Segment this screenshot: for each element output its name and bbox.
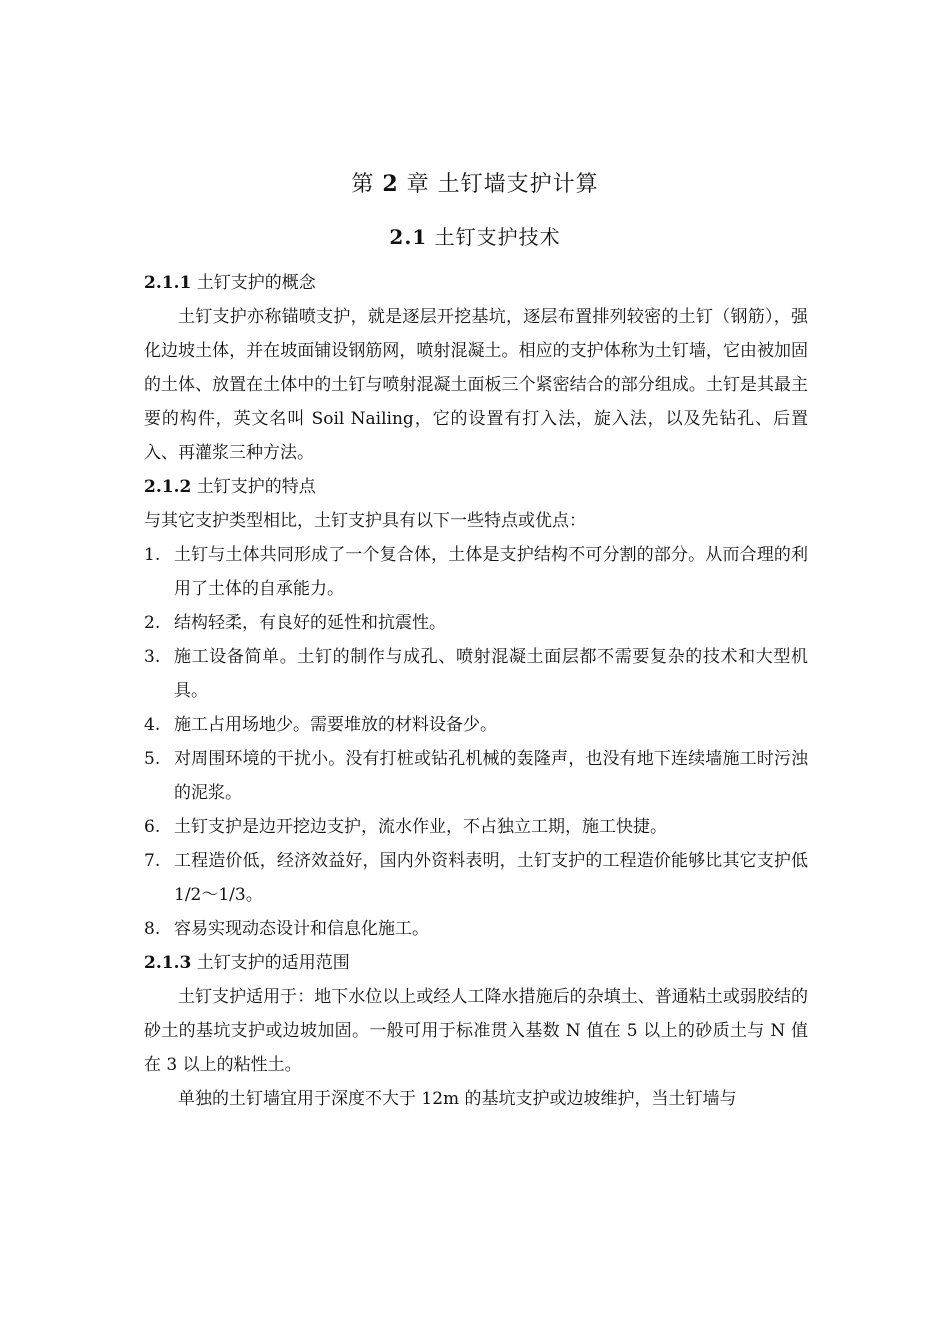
list-item-text: 施工占用场地少。需要堆放的材料设备少。 [174,715,497,735]
subsection-title: 土钉支护的特点 [191,477,316,497]
list-item-text: 对周围环境的干扰小。没有打桩或钻孔机械的轰隆声，也没有地下连续墙施工时污浊的泥浆。 [174,749,808,803]
subsection-title: 土钉支护的适用范围 [191,953,350,973]
list-item-text: 工程造价低，经济效益好，国内外资料表明，土钉支护的工程造价能够比其它支护低 1/2～1/3。 [174,851,808,905]
subsection-number: 2.1.1 [144,273,192,293]
list-item-text: 容易实现动态设计和信息化施工。 [174,919,429,939]
features-list [144,538,808,946]
list-item [144,844,808,912]
subsection-heading-2-1-3 [144,946,808,980]
chapter-suffix: 章 土钉墙支护计算 [398,172,599,197]
concept-paragraph: 土钉支护亦称锚喷支护，就是逐层开挖基坑，逐层布置排列较密的土钉（钢筋），强化边坡土体，并在坡面铺设钢筋网，喷射混凝土。相应的支护体称为土钉墙，它由被加固的土体、放置在土体中的土钉与喷射混凝土面板三个紧密结合的部分组成。土钉是其最主要的构件，英文名叫 Soil Nailing，它的设置有打入法，旋入法，以及先钻孔、后置入、再灌浆三种方法。 [144,307,808,463]
list-item-number: 5. [144,749,161,769]
list-item [144,912,808,946]
list-item-number: 4. [144,715,161,735]
features-intro: 与其它支护类型相比，土钉支护具有以下一些特点或优点： [144,511,586,531]
list-item [144,640,808,708]
list-item [144,606,808,640]
chapter-prefix: 第 [351,172,383,197]
list-item [144,742,808,810]
chapter-number: 2 [382,171,399,197]
list-item [144,708,808,742]
list-item-number: 8. [144,919,161,939]
list-item-number: 1. [144,545,161,565]
list-item-number: 6. [144,817,161,837]
chapter-title [0,168,950,201]
list-item [144,538,808,606]
subsection-heading-2-1-1 [144,266,808,300]
list-item-text: 结构轻柔，有良好的延性和抗震性。 [174,613,446,633]
section-number: 2.1 [389,225,428,249]
list-item-text: 施工设备简单。土钉的制作与成孔、喷射混凝土面层都不需要复杂的技术和大型机具。 [174,647,808,701]
subsection-heading-2-1-2 [144,470,808,504]
list-item-number: 2. [144,613,161,633]
list-item [144,810,808,844]
body-content [144,266,808,1116]
list-item-text: 土钉与土体共同形成了一个复合体，土体是支护结构不可分割的部分。从而合理的利用了土体的自承能力。 [174,545,808,599]
subsection-number: 2.1.2 [144,477,192,497]
scope-paragraph-1: 土钉支护适用于：地下水位以上或经人工降水措施后的杂填土、普通粘土或弱胶结的砂土的基坑支护或边坡加固。一般可用于标准贯入基数 N 值在 5 以上的砂质土与 N 值在 3 以上的粘性土。 [144,987,808,1075]
list-item-number: 7. [144,851,161,871]
subsection-number: 2.1.3 [144,953,192,973]
list-item-text: 土钉支护是边开挖边支护，流水作业，不占独立工期，施工快捷。 [174,817,667,837]
subsection-title: 土钉支护的概念 [191,273,316,293]
section-title-text: 土钉支护技术 [427,225,561,249]
scope-paragraph-2: 单独的土钉墙宜用于深度不大于 12m 的基坑支护或边坡维护，当土钉墙与 [178,1089,737,1109]
section-title [0,222,950,252]
list-item-number: 3. [144,647,161,667]
